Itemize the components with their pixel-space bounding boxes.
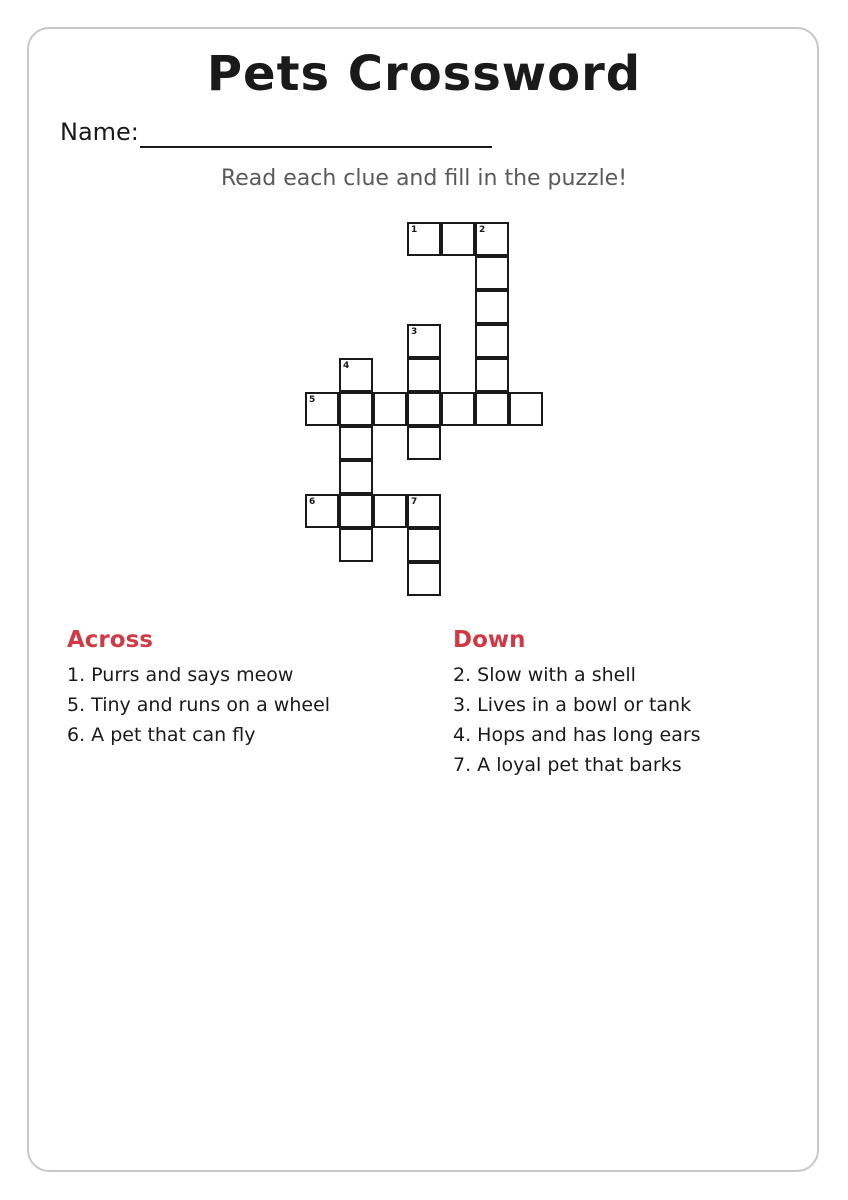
crossword-cell[interactable] [407,494,441,528]
crossword-cell[interactable] [339,460,373,494]
crossword-cell[interactable] [475,358,509,392]
crossword-cell[interactable] [441,222,475,256]
across-heading: Across [67,627,153,653]
crossword-cell[interactable] [407,358,441,392]
crossword-cell[interactable] [407,324,441,358]
crossword-cell[interactable] [407,222,441,256]
down-heading: Down [453,627,526,653]
cell-number: 1 [411,225,418,235]
across-clue: 5. Tiny and runs on a wheel [67,694,331,716]
down-clue: 4. Hops and has long ears [453,724,701,746]
crossword-cell[interactable] [407,562,441,596]
cell-number: 7 [411,497,418,507]
down-clue: 3. Lives in a bowl or tank [453,694,692,716]
crossword-cell[interactable] [339,494,373,528]
crossword-cell[interactable] [339,426,373,460]
name-label: Name: [60,118,139,146]
page-title: Pets Crossword [206,46,642,102]
across-clue-list [67,660,330,750]
cell-number: 2 [479,225,486,235]
crossword-cell[interactable] [407,392,441,426]
crossword-cell[interactable] [339,358,373,392]
across-clue: 1. Purrs and says meow [67,664,294,686]
crossword-cell[interactable] [407,426,441,460]
down-clue: 2. Slow with a shell [453,664,636,686]
crossword-cell[interactable] [475,290,509,324]
crossword-cell[interactable] [475,256,509,290]
across-clue: 6. A pet that can fly [67,724,256,746]
crossword-cell[interactable] [305,392,339,426]
down-clue: 7. A loyal pet that barks [453,754,682,776]
instructions: Read each clue and fill in the puzzle! [220,166,628,191]
crossword-cell[interactable] [373,494,407,528]
crossword-cell[interactable] [509,392,543,426]
crossword-cell[interactable] [373,392,407,426]
cell-number: 3 [411,327,418,337]
crossword-cell[interactable] [441,392,475,426]
cell-number: 5 [309,395,316,405]
crossword-cell[interactable] [339,528,373,562]
cell-number: 4 [343,361,350,371]
crossword-cell[interactable] [475,392,509,426]
cell-number: 6 [309,497,316,507]
crossword-cell[interactable] [305,494,339,528]
crossword-cell[interactable] [475,324,509,358]
down-clue-list [453,660,701,780]
crossword-cell[interactable] [339,392,373,426]
crossword-cell[interactable] [407,528,441,562]
crossword-cell[interactable] [475,222,509,256]
